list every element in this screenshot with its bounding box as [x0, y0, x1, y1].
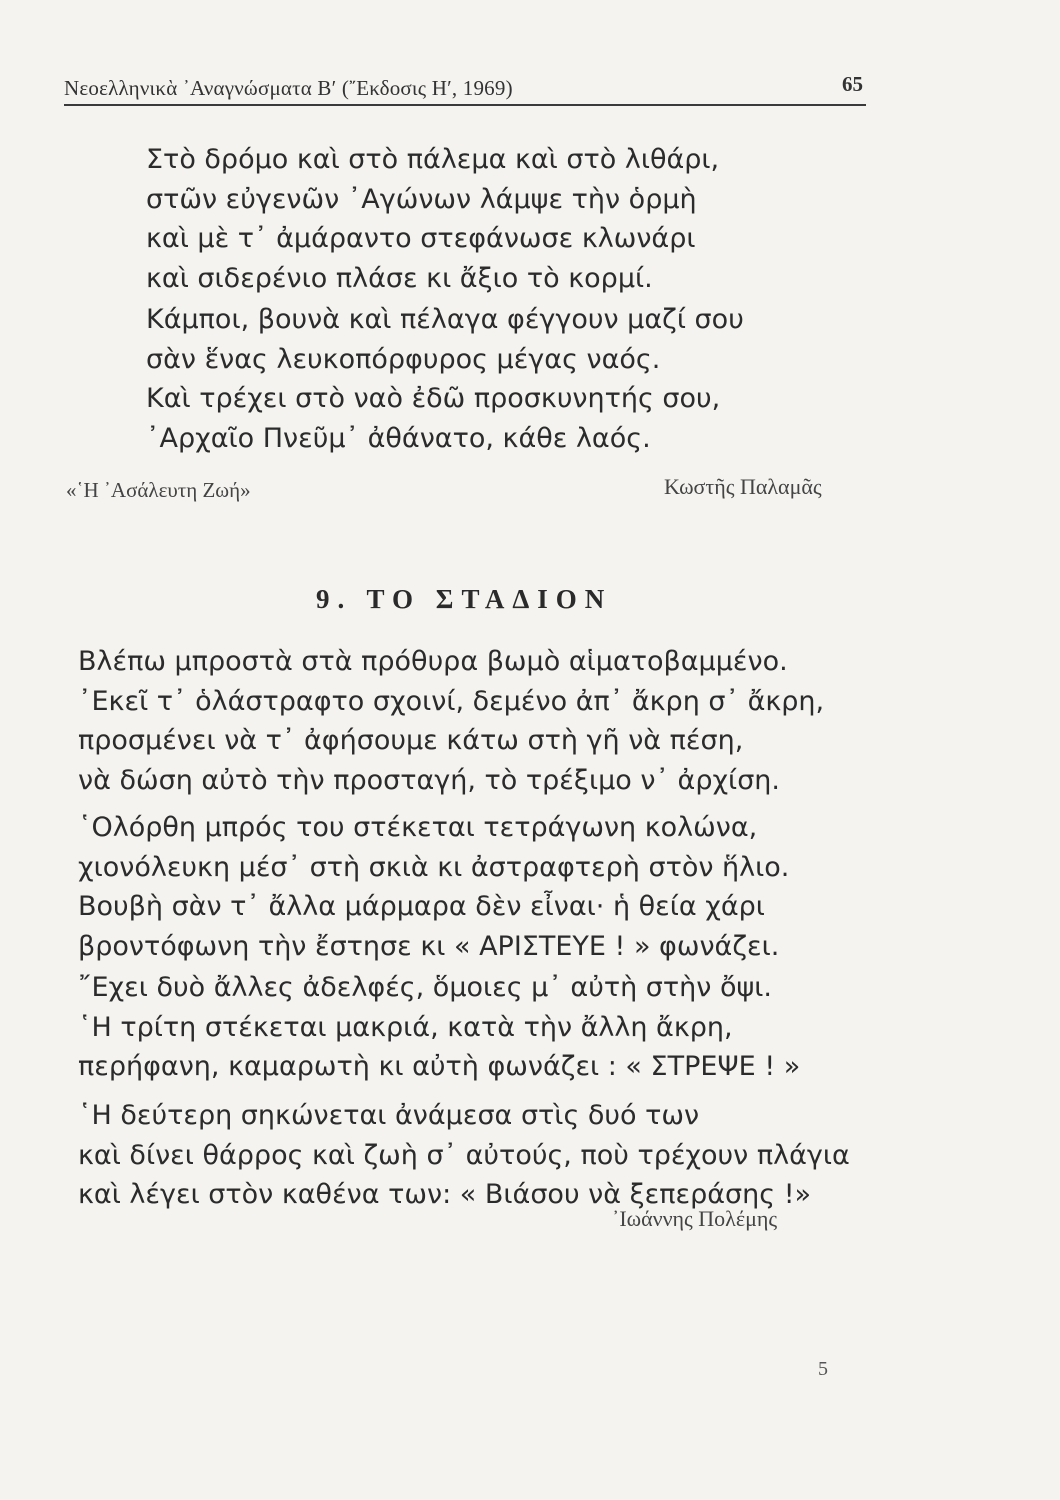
poem-line: ῾Η δεύτερη σηκώνεται ἀνάμεσα στὶς δυό των	[78, 1100, 700, 1131]
poem-line: καὶ δίνει θάρρος καὶ ζωὴ σ᾽ αὐτούς, ποὺ τρέχουν πλάγια	[78, 1139, 850, 1171]
poem-line: νὰ δώση αὐτὸ τὴν προσταγή, τὸ τρέξιμο ν᾽ ἀρχίση.	[78, 764, 780, 796]
poem1-author: Κωστῆς Παλαμᾶς	[664, 474, 822, 499]
poem-line: Στὸ δρόμο καὶ στὸ πάλεμα καὶ στὸ λιθάρι,	[146, 144, 720, 175]
poem-line: βροντόφωνη τὴν ἔστησε κι « ΑΡΙΣΤΕΥΕ ! » φωνάζει.	[78, 930, 780, 962]
poem2-stanza-2	[78, 808, 789, 966]
poem-line: Κάμποι, βουνὰ καὶ πέλαγα φέγγουν μαζί σου	[146, 304, 744, 335]
poem-line: Βλέπω μπροστὰ στὰ πρόθυρα βωμὸ αἱματοβαμμένο.	[78, 646, 788, 677]
poem-line: καὶ μὲ τ᾽ ἀμάραντο στεφάνωσε κλωνάρι	[146, 223, 696, 254]
poem-line: ῾Ολόρθη μπρός του στέκεται τετράγωνη κολώνα,	[78, 812, 758, 843]
poem1-source: «῾Η ᾽Ασάλευτη Ζωή»	[66, 478, 251, 502]
poem-line: περήφανη, καμαρωτὴ κι αὐτὴ φωνάζει : « ΣΤΡΕΨΕ ! »	[78, 1051, 801, 1082]
poem-line: στῶν εὐγενῶν ᾽Αγώνων λάμψε τὴν ὁρμὴ	[146, 183, 697, 215]
poem1-stanza-1	[146, 140, 719, 298]
poem2-stanza-3	[78, 968, 800, 1087]
poem1-stanza-2	[146, 300, 744, 458]
poem-line: ῾Η τρίτη στέκεται μακριά, κατὰ τὴν ἄλλη ἄκρη,	[78, 1011, 733, 1043]
poem-line: προσμένει νὰ τ᾽ ἀφήσουμε κάτω στὴ γῆ νὰ πέση,	[78, 725, 744, 756]
poem-line: ῎Εχει δυὸ ἄλλες ἀδελφές, ὅμοιες μ᾽ αὐτὴ στὴν ὄψι.	[78, 972, 772, 1003]
signature-mark: 5	[818, 1358, 828, 1380]
poem2-stanza-1	[78, 642, 824, 800]
poem-line: Καὶ τρέχει στὸ ναὸ ἐδῶ προσκυνητής σου,	[146, 383, 721, 414]
header-rule	[64, 104, 866, 106]
section-title: 9. ΤΟ ΣΤΑΔΙΟΝ	[316, 584, 613, 614]
page-number: 65	[842, 72, 863, 96]
poem-line: χιονόλευκη μέσ᾽ στὴ σκιὰ κι ἀστραφτερὴ στὸν ἥλιο.	[78, 851, 790, 883]
poem-line: ᾽Αρχαῖο Πνεῦμ᾽ ἀθάνατο, κάθε λαός.	[146, 422, 651, 454]
poem-line: καὶ σιδερένιο πλάσε κι ἄξιο τὸ κορμί.	[146, 262, 653, 294]
poem-line: καὶ λέγει στὸν καθένα των: « Βιάσου νὰ ξεπεράσης !»	[78, 1179, 812, 1210]
poem-line: ᾽Εκεῖ τ᾽ ὁλάστραφτο σχοινί, δεμένο ἀπ᾽ ἄκρη σ᾽ ἄκρη,	[78, 685, 825, 717]
running-head-title: Νεοελληνικὰ ᾽Αναγνώσματα Β′ (῎Εκδοσις Η′, 1969)	[64, 76, 513, 100]
poem-line: σὰν ἕνας λευκοπόρφυρος μέγας ναός.	[146, 343, 661, 375]
poem2-stanza-4	[78, 1096, 850, 1215]
poem2-author: ᾽Ιωάννης Πολέμης	[612, 1206, 778, 1231]
poem-line: Βουβὴ σὰν τ᾽ ἄλλα μάρμαρα δὲν εἶναι· ἡ θεία χάρι	[78, 891, 765, 922]
